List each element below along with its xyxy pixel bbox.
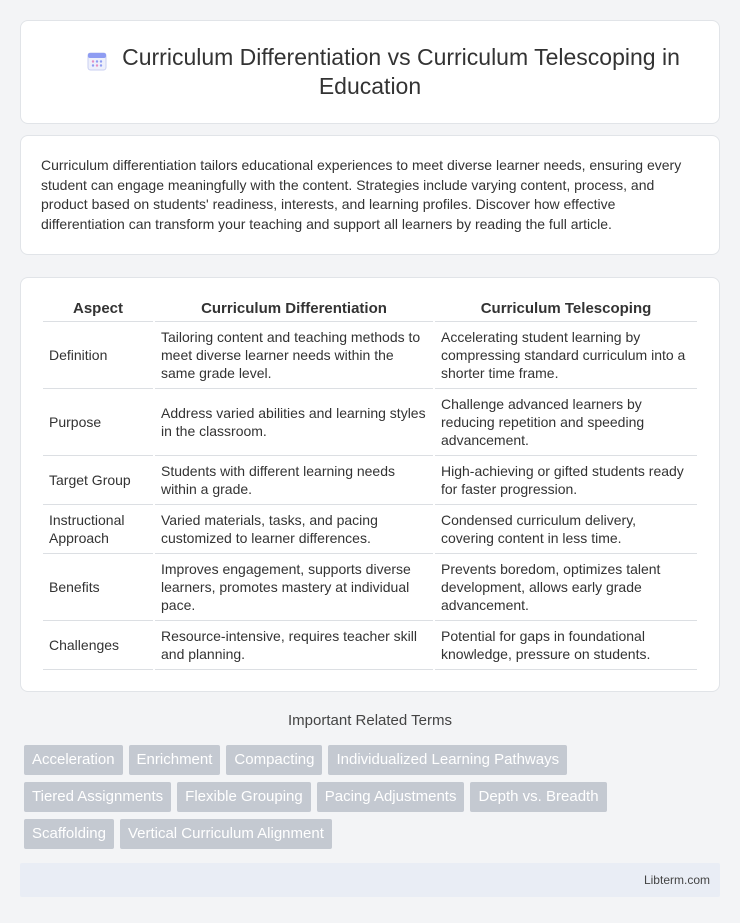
comparison-table xyxy=(41,300,699,670)
row-aspect: Definition xyxy=(43,322,153,389)
row-differentiation: Resource-intensive, requires teacher skill and planning. xyxy=(155,621,433,670)
header-telescoping: Curriculum Telescoping xyxy=(435,300,697,322)
table-row xyxy=(43,505,697,554)
page-title: Curriculum Differentiation vs Curriculum Telescoping in Education xyxy=(122,44,680,99)
tag-scaffolding[interactable]: Scaffolding xyxy=(24,819,114,849)
row-differentiation: Improves engagement, supports diverse learners, promotes mastery at individual pace. xyxy=(155,554,433,621)
related-terms-list xyxy=(20,745,660,849)
footer-brand-link[interactable]: Libterm.com xyxy=(643,873,710,887)
tag-vertical-curriculum-alignment[interactable]: Vertical Curriculum Alignment xyxy=(120,819,332,849)
row-telescoping: Prevents boredom, optimizes talent development, allows early grade advancement. xyxy=(435,554,697,621)
row-aspect: Benefits xyxy=(43,554,153,621)
row-differentiation: Tailoring content and teaching methods to meet diverse learner needs within the same grade level. xyxy=(155,322,433,389)
row-telescoping: Accelerating student learning by compressing standard curriculum into a shorter time frame. xyxy=(435,322,697,389)
tag-flexible-grouping[interactable]: Flexible Grouping xyxy=(177,782,311,812)
table-row xyxy=(43,389,697,456)
tag-pacing-adjustments[interactable]: Pacing Adjustments xyxy=(317,782,465,812)
row-telescoping: Challenge advanced learners by reducing repetition and speeding advancement. xyxy=(435,389,697,456)
row-differentiation: Students with different learning needs within a grade. xyxy=(155,456,433,505)
table-row xyxy=(43,621,697,670)
tag-individualized-learning-pathways[interactable]: Individualized Learning Pathways xyxy=(328,745,567,775)
intro-card xyxy=(20,135,720,255)
tag-enrichment[interactable]: Enrichment xyxy=(129,745,221,775)
row-aspect: Instructional Approach xyxy=(43,505,153,554)
header-aspect: Aspect xyxy=(43,300,153,322)
tag-acceleration[interactable]: Acceleration xyxy=(24,745,123,775)
tag-tiered-assignments[interactable]: Tiered Assignments xyxy=(24,782,171,812)
row-differentiation: Address varied abilities and learning styles in the classroom. xyxy=(155,389,433,456)
table-row xyxy=(43,456,697,505)
related-terms-heading: Important Related Terms xyxy=(288,712,452,729)
table-header-row xyxy=(43,300,697,322)
row-telescoping: Condensed curriculum delivery, covering content in less time. xyxy=(435,505,697,554)
row-aspect: Challenges xyxy=(43,621,153,670)
title-card xyxy=(20,20,720,124)
header-differentiation: Curriculum Differentiation xyxy=(155,300,433,322)
row-telescoping: Potential for gaps in foundational knowledge, pressure on students. xyxy=(435,621,697,670)
comparison-table-card xyxy=(20,277,720,692)
footer xyxy=(20,863,720,897)
row-aspect: Purpose xyxy=(43,389,153,456)
tag-compacting[interactable]: Compacting xyxy=(226,745,322,775)
row-differentiation: Varied materials, tasks, and pacing customized to learner differences. xyxy=(155,505,433,554)
table-row xyxy=(43,322,697,389)
row-aspect: Target Group xyxy=(43,456,153,505)
row-telescoping: High-achieving or gifted students ready for faster progression. xyxy=(435,456,697,505)
calendar-icon xyxy=(85,49,109,73)
intro-paragraph: Curriculum differentiation tailors educational experiences to meet diverse learner needs, ensuring every student can engage meaningfully with the content. Strategies include varying content, process, and product based on students' readiness, interests, and learning profiles. Discover how effective differentiation can transform your teaching and support all learners by reading the full article. xyxy=(41,157,682,232)
tag-depth-vs-breadth[interactable]: Depth vs. Breadth xyxy=(470,782,606,812)
table-row xyxy=(43,554,697,621)
